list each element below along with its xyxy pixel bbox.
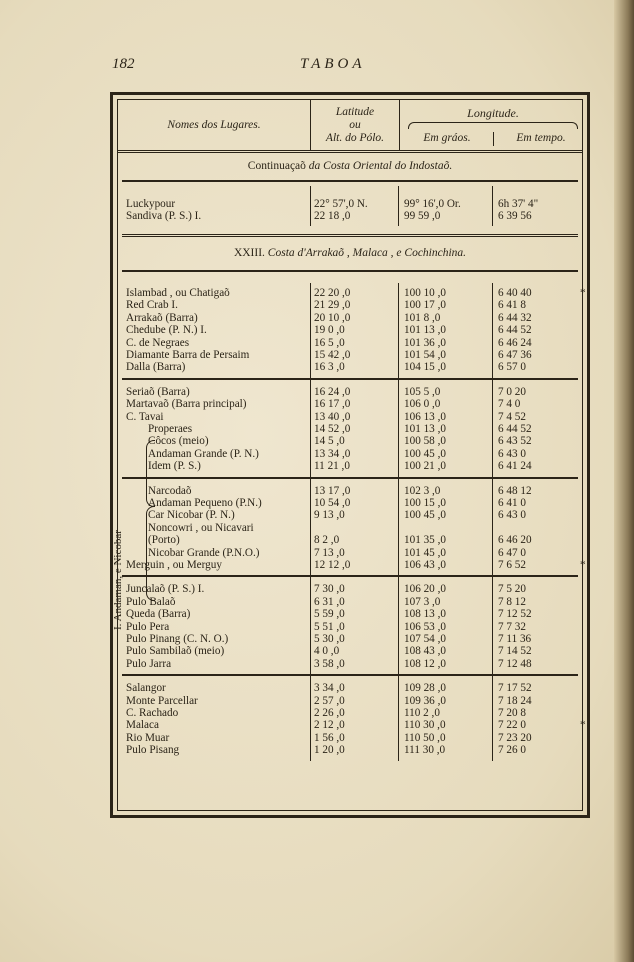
- longitude-degrees: 101 8 ,0: [404, 311, 441, 324]
- longitude-degrees: 106 53 ,0: [404, 620, 446, 633]
- longitude-time: 7 12 48: [498, 657, 532, 670]
- table-row: [118, 324, 582, 336]
- table-row: [118, 386, 582, 398]
- longitude-degrees: 108 13 ,0: [404, 608, 446, 621]
- table-row: [118, 435, 582, 447]
- latitude-value: 22 18 ,0: [314, 210, 351, 223]
- longitude-degrees: 107 54 ,0: [404, 633, 446, 645]
- table-row: [118, 583, 582, 595]
- latitude-value: 9 13 ,0: [314, 509, 345, 522]
- longitude-time: 7 8 12: [498, 595, 526, 608]
- section1-rest: da Costa Oriental do Indostaõ.: [308, 160, 453, 172]
- place-name: Narcodaõ: [148, 484, 192, 497]
- note-mark: *: [580, 287, 586, 299]
- place-name: Queda (Barra): [126, 608, 191, 621]
- longitude-time: 6h 37' 4": [498, 198, 539, 210]
- place-name: Salangor: [126, 682, 166, 695]
- header-sub-separator: [493, 132, 494, 146]
- longitude-time: 7 20 8: [498, 707, 526, 719]
- table-row: [118, 621, 582, 633]
- longitude-degrees: 110 2 ,0: [404, 707, 440, 719]
- page-number: 182: [112, 56, 135, 72]
- place-name: Noncowri , ou Nicavari: [148, 521, 254, 534]
- longitude-degrees: 100 45 ,0: [404, 447, 446, 460]
- longitude-time: 7 7 32: [498, 620, 526, 633]
- longitude-time: 7 6 52: [498, 559, 526, 571]
- table-row: [118, 287, 586, 299]
- header-time: Em tempo.: [516, 132, 566, 144]
- longitude-degrees: 109 28 ,0: [404, 682, 446, 695]
- latitude-value: 20 10 ,0: [314, 311, 351, 324]
- table-row: [118, 497, 582, 509]
- longitude-degrees: 101 35 ,0: [404, 534, 446, 547]
- place-name: Car Nicobar (P. N.): [148, 509, 235, 522]
- latitude-value: 5 51 ,0: [314, 620, 345, 633]
- longitude-time: 7 11 36: [498, 633, 532, 645]
- latitude-value: 13 34 ,0: [314, 447, 351, 460]
- longitude-time: 6 41 8: [498, 299, 526, 312]
- latitude-value: 13 40 ,0: [314, 410, 351, 423]
- place-name: C. Tavai: [126, 410, 164, 423]
- latitude-value: 8 2 ,0: [314, 534, 340, 547]
- longitude-time: 7 18 24: [498, 694, 532, 707]
- longitude-degrees: 102 3 ,0: [404, 484, 441, 497]
- place-name: Malaca: [126, 719, 159, 732]
- longitude-degrees: 108 43 ,0: [404, 645, 446, 658]
- header-longitude-brace: [408, 122, 578, 129]
- latitude-value: 16 24 ,0: [314, 385, 351, 398]
- note-mark: *: [580, 559, 586, 571]
- table-header: [118, 100, 582, 153]
- longitude-time: 6 47 0: [498, 546, 526, 559]
- longitude-time: 6 43 0: [498, 509, 526, 522]
- rule-after-section1: [122, 180, 578, 182]
- longitude-time: 6 44 52: [498, 324, 532, 337]
- table-row: [118, 534, 582, 546]
- latitude-value: 1 56 ,0: [314, 731, 345, 744]
- running-title: TABOA: [300, 56, 366, 72]
- latitude-value: 3 58 ,0: [314, 657, 345, 670]
- latitude-value: 11 21 ,0: [314, 460, 350, 473]
- latitude-value: 5 59 ,0: [314, 608, 345, 621]
- longitude-time: 6 48 12: [498, 484, 532, 497]
- place-name: C. de Negraes: [126, 336, 190, 349]
- place-name: Diamante Barra de Persaim: [126, 349, 250, 361]
- table-row: [118, 707, 582, 719]
- place-name: Rio Muar: [126, 731, 170, 744]
- header-latitude: [310, 100, 400, 150]
- table-row: [118, 559, 586, 571]
- latitude-value: 2 12 ,0: [314, 719, 345, 732]
- header-names: Nomes dos Lugares.: [167, 119, 261, 131]
- longitude-time: 7 23 20: [498, 731, 532, 744]
- longitude-degrees: 100 15 ,0: [404, 497, 446, 509]
- longitude-time: 6 40 40: [498, 287, 532, 299]
- longitude-degrees: 106 43 ,0: [404, 559, 446, 571]
- header-latitude-line3: Alt. do Pólo.: [325, 131, 385, 144]
- table-row: [118, 695, 582, 707]
- latitude-value: 3 34 ,0: [314, 682, 345, 695]
- longitude-degrees: 101 45 ,0: [404, 546, 446, 559]
- longitude-degrees: 106 20 ,0: [404, 583, 446, 596]
- longitude-degrees: 110 50 ,0: [404, 731, 446, 744]
- latitude-value: 7 30 ,0: [314, 583, 345, 596]
- longitude-degrees: 100 45 ,0: [404, 509, 446, 522]
- place-name: Monte Parcellar: [126, 694, 198, 707]
- longitude-degrees: 111 30 ,0: [404, 744, 446, 757]
- table-row: [118, 719, 586, 732]
- longitude-degrees: 108 12 ,0: [404, 657, 446, 670]
- group-separator: [122, 674, 578, 676]
- latitude-value: 21 29 ,0: [314, 299, 351, 312]
- longitude-time: 7 4 0: [498, 398, 521, 411]
- place-name: Juncalaõ (P. S.) I.: [126, 583, 205, 596]
- longitude-degrees: 106 0 ,0: [404, 398, 441, 411]
- longitude-time: 7 12 52: [498, 608, 532, 621]
- table-row: [118, 299, 582, 311]
- rule-after-section2: [122, 270, 578, 272]
- longitude-time: 7 14 52: [498, 645, 532, 658]
- section1-prefix: Continuaçaõ: [247, 160, 306, 172]
- column-rule-time-a: [492, 186, 493, 226]
- column-rule-lat-a: [310, 186, 311, 226]
- table-row: [118, 608, 582, 620]
- place-name: Merguin , ou Merguy: [126, 559, 222, 571]
- longitude-time: 6 43 52: [498, 435, 532, 448]
- longitude-time: 6 44 52: [498, 423, 532, 435]
- section2-numeral: XXIII.: [233, 247, 265, 259]
- place-name: Sandiva (P. S.) I.: [126, 210, 202, 223]
- longitude-degrees: 100 17 ,0: [404, 299, 446, 312]
- longitude-degrees: 100 10 ,0: [404, 287, 446, 299]
- section2-title: Costa d'Arrakaõ , Malaca , e Cochinchina.: [267, 247, 467, 259]
- longitude-time: 7 17 52: [498, 682, 532, 695]
- header-longitude: [400, 100, 586, 150]
- place-name: Seriaõ (Barra): [126, 385, 190, 398]
- longitude-time: 6 41 24: [498, 460, 532, 473]
- table-row: [118, 522, 582, 534]
- longitude-time: 6 57 0: [498, 361, 526, 374]
- longitude-time: 6 43 0: [498, 447, 526, 460]
- longitude-degrees: 107 3 ,0: [404, 595, 441, 608]
- header-latitude-line1: Latitude: [335, 105, 375, 118]
- latitude-value: 10 54 ,0: [314, 497, 351, 509]
- latitude-value: 6 31 ,0: [314, 595, 345, 608]
- longitude-degrees: 101 13 ,0: [404, 324, 446, 337]
- longitude-degrees: 101 13 ,0: [404, 423, 446, 435]
- latitude-value: 16 3 ,0: [314, 361, 345, 374]
- header-longitude-title: Longitude.: [467, 106, 519, 120]
- longitude-degrees: 101 36 ,0: [404, 336, 446, 349]
- table-frame: [110, 92, 590, 818]
- place-name: Martavaõ (Barra principal): [126, 398, 247, 411]
- latitude-value: 22 20 ,0: [314, 287, 351, 299]
- section-title-continuation: [118, 160, 582, 172]
- longitude-degrees: 106 13 ,0: [404, 410, 446, 423]
- latitude-value: 15 42 ,0: [314, 349, 351, 361]
- table-row: [118, 658, 582, 670]
- longitude-time: 6 39 56: [498, 210, 532, 223]
- table-row: [118, 732, 582, 744]
- table-body: [112, 99, 586, 811]
- place-name: Islambad , ou Chatigaõ: [126, 287, 230, 299]
- page-edge-shadow: [614, 0, 634, 962]
- place-name: (Porto): [148, 534, 180, 547]
- place-name: Arrakaõ (Barra): [126, 311, 198, 324]
- latitude-value: 1 20 ,0: [314, 744, 345, 757]
- table-row: [118, 198, 582, 210]
- place-name: Nicobar Grande (P.N.O.): [148, 546, 260, 559]
- longitude-time: 7 5 20: [498, 583, 526, 596]
- latitude-value: 13 17 ,0: [314, 484, 351, 497]
- latitude-value: 7 13 ,0: [314, 546, 345, 559]
- group-separator: [122, 378, 578, 380]
- longitude-time: 7 4 52: [498, 410, 526, 423]
- table-row: [118, 596, 582, 608]
- rule-before-section2: [122, 234, 578, 237]
- longitude-degrees: 99 59 ,0: [404, 210, 441, 223]
- latitude-value: 16 17 ,0: [314, 398, 351, 411]
- longitude-degrees: 104 15 ,0: [404, 361, 446, 374]
- table-row: [118, 411, 582, 423]
- header-latitude-line2: ou: [349, 118, 361, 131]
- longitude-time: 7 0 20: [498, 385, 526, 398]
- latitude-value: 22° 57',0 N.: [314, 198, 368, 210]
- longitude-degrees: 105 5 ,0: [404, 385, 441, 398]
- table-row: [118, 682, 582, 694]
- running-head: [0, 56, 634, 78]
- place-name: Pulo Sambilaõ (meio): [126, 645, 225, 658]
- latitude-value: 12 12 ,0: [314, 559, 351, 571]
- table-row: [118, 485, 582, 497]
- table-row: [118, 744, 582, 756]
- place-name: Dalla (Barra): [126, 361, 186, 374]
- latitude-value: 14 52 ,0: [314, 423, 351, 435]
- place-name: C. Rachado: [126, 707, 179, 719]
- table-row: [118, 337, 582, 349]
- latitude-value: 4 0 ,0: [314, 645, 340, 658]
- latitude-value: 19 0 ,0: [314, 324, 345, 337]
- place-name: Pulo Jarra: [126, 657, 172, 670]
- table-row: [118, 423, 582, 435]
- table-row: [118, 633, 582, 645]
- place-name: Pulo Pera: [126, 620, 170, 633]
- andaman-nicobar-label: I. Andaman, e Nicobar: [112, 530, 124, 630]
- column-rule-time: [492, 283, 493, 761]
- longitude-time: 6 46 20: [498, 534, 532, 547]
- longitude-time: 6 46 24: [498, 336, 532, 349]
- latitude-value: 2 26 ,0: [314, 707, 345, 719]
- group-separator: [122, 477, 578, 479]
- place-name: Luckypour: [126, 198, 176, 210]
- place-name: Idem (P. S.): [148, 460, 201, 473]
- longitude-degrees: 99° 16',0 Or.: [404, 198, 461, 210]
- group-separator: [122, 575, 578, 577]
- latitude-value: 16 5 ,0: [314, 336, 345, 349]
- table-row: [118, 398, 582, 410]
- place-name: Andaman Grande (P. N.): [148, 447, 259, 460]
- place-name: Pulo Balaõ: [126, 595, 176, 608]
- header-degrees: Em gráos.: [423, 132, 471, 144]
- place-name: Pulo Pinang (C. N. O.): [126, 633, 229, 645]
- longitude-degrees: 110 30 ,0: [404, 719, 446, 732]
- table-row: [118, 210, 582, 222]
- place-name: Red Crab I.: [126, 299, 178, 312]
- latitude-value: 5 30 ,0: [314, 633, 345, 645]
- column-rule-lat: [310, 283, 311, 761]
- table-row: [118, 349, 582, 361]
- table-row: [118, 645, 582, 657]
- longitude-time: 7 22 0: [498, 719, 526, 732]
- longitude-time: 6 47 36: [498, 349, 532, 361]
- latitude-value: 14 5 ,0: [314, 435, 345, 448]
- column-rule-lon-a: [398, 186, 399, 226]
- longitude-degrees: 101 54 ,0: [404, 349, 446, 361]
- longitude-time: 6 44 32: [498, 311, 532, 324]
- place-name: Andaman Pequeno (P.N.): [148, 497, 262, 509]
- place-name: Properaes: [148, 423, 193, 435]
- column-rule-lon: [398, 283, 399, 761]
- table-row: [118, 509, 582, 521]
- place-name: Chedube (P. N.) I.: [126, 324, 207, 337]
- table-row: [118, 448, 582, 460]
- table-row: [118, 361, 582, 373]
- longitude-degrees: 100 21 ,0: [404, 460, 446, 473]
- section-title-xxiii: [118, 247, 582, 259]
- longitude-time: 6 41 0: [498, 497, 526, 509]
- table-row: [118, 460, 582, 472]
- longitude-degrees: 109 36 ,0: [404, 694, 446, 707]
- longitude-degrees: 100 58 ,0: [404, 435, 446, 448]
- place-name: Côcos (meio): [148, 435, 209, 448]
- table-row: [118, 312, 582, 324]
- place-name: Pulo Pisang: [126, 744, 180, 757]
- note-mark: *: [580, 719, 586, 732]
- latitude-value: 2 57 ,0: [314, 694, 345, 707]
- table-row: [118, 547, 582, 559]
- longitude-time: 7 26 0: [498, 744, 526, 757]
